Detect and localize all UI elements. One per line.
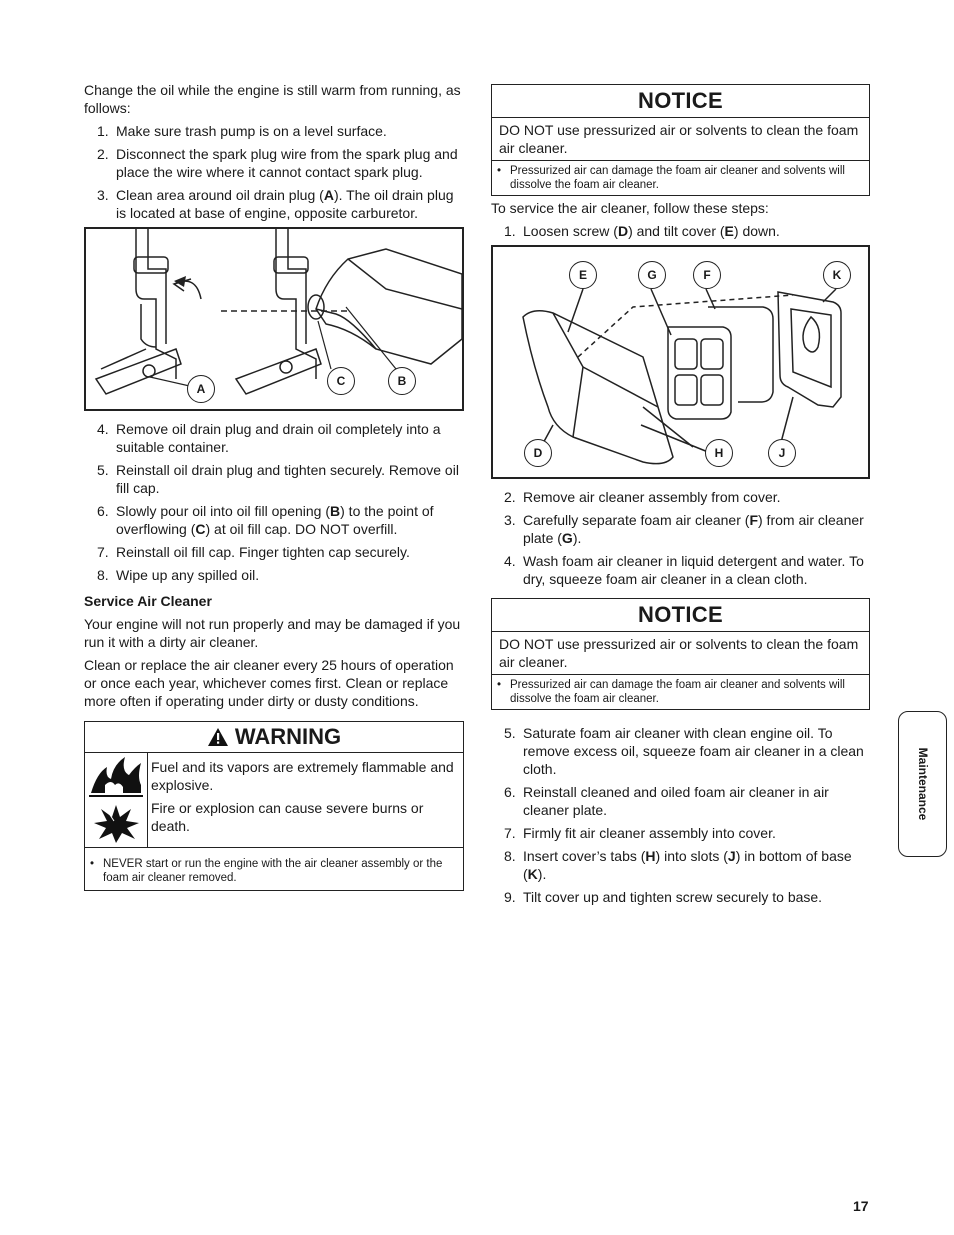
callout-b: B bbox=[388, 367, 416, 395]
list-item: 3. Carefully separate foam air cleaner (F) from air cleaner plate (G). bbox=[504, 512, 864, 546]
air-steps-c bbox=[491, 724, 870, 906]
explosion-icon bbox=[94, 805, 139, 843]
notice-bullet: • Pressurized air can damage the foam air cleaner and solvents will dissolve the foam air cleaner. bbox=[497, 679, 845, 705]
warning-title-bar bbox=[85, 722, 463, 753]
service-air-cleaner-heading: Service Air Cleaner bbox=[84, 593, 212, 609]
list-item: 6. Slowly pour oil into oil fill opening (B) to the point of overflowing (C) at oil fill cap. DO NOT overfill. bbox=[97, 503, 434, 537]
service-paragraph-2: Clean or replace the air cleaner every 25 hours of operation or once each year, whichever comes first. Clean or replace more often if operating under dirty or dusty conditions. bbox=[84, 657, 454, 709]
list-item: 7. Firmly fit air cleaner assembly into cover. bbox=[504, 825, 776, 841]
list-item: 5. Saturate foam air cleaner with clean engine oil. To remove excess oil, squeeze foam air cleaner in a clean cloth. bbox=[504, 725, 864, 777]
notice-bullet: • Pressurized air can damage the foam air cleaner and solvents will dissolve the foam air cleaner. bbox=[497, 165, 845, 191]
callout-f: F bbox=[693, 261, 721, 289]
callout-k: K bbox=[823, 261, 851, 289]
oil-steps-a bbox=[84, 122, 464, 222]
service-paragraph-1: Your engine will not run properly and may be damaged if you run it with a dirty air cleaner. bbox=[84, 616, 461, 650]
list-item: 5. Reinstall oil drain plug and tighten securely. Remove oil fill cap. bbox=[97, 462, 459, 496]
list-item: 4. Wash foam air cleaner in liquid detergent and water. To dry, squeeze foam air cleaner in a clean cloth. bbox=[504, 553, 864, 587]
callout-d: D bbox=[524, 439, 552, 467]
right-column bbox=[491, 84, 870, 911]
air-cleaner-figure bbox=[491, 245, 870, 479]
list-item: 6. Reinstall cleaned and oiled foam air cleaner in air cleaner plate. bbox=[504, 784, 829, 818]
notice-body: DO NOT use pressurized air or solvents to clean the foam air cleaner. bbox=[492, 118, 869, 161]
callout-a: A bbox=[187, 375, 215, 403]
list-item: 2. Disconnect the spark plug wire from the spark plug and place the wire where it cannot contact spark plug. bbox=[97, 146, 458, 180]
list-item: 8. Wipe up any spilled oil. bbox=[97, 567, 260, 583]
notice-title: NOTICE bbox=[492, 599, 869, 632]
callout-g: G bbox=[638, 261, 666, 289]
list-item: 9. Tilt cover up and tighten screw securely to base. bbox=[504, 889, 823, 905]
list-item: 1. Loosen screw (D) and tilt cover (E) down. bbox=[504, 223, 780, 239]
left-column bbox=[84, 81, 464, 891]
callout-j: J bbox=[768, 439, 796, 467]
air-cleaner-illustration bbox=[493, 247, 868, 477]
oil-drain-figure bbox=[84, 227, 464, 411]
fire-icon bbox=[89, 757, 143, 797]
warning-triangle-icon bbox=[207, 727, 229, 747]
list-item: 8. Insert cover’s tabs (H) into slots (J) in bottom of base (K). bbox=[504, 848, 852, 882]
oil-change-intro: Change the oil while the engine is still warm from running, as follows: bbox=[84, 82, 461, 116]
section-tab bbox=[898, 711, 947, 857]
list-item: 7. Reinstall oil fill cap. Finger tighten cap securely. bbox=[97, 544, 410, 560]
hazard-texts bbox=[148, 753, 463, 847]
hazard-symbols bbox=[85, 753, 147, 843]
notice-title: NOTICE bbox=[492, 85, 869, 118]
hazard-icons bbox=[85, 753, 148, 847]
section-tab-label: Maintenance bbox=[915, 747, 930, 821]
warning-bullet: • NEVER start or run the engine with the air cleaner assembly or the foam air cleaner removed. bbox=[90, 858, 443, 884]
list-item: 2. Remove air cleaner assembly from cover. bbox=[504, 489, 781, 505]
notice-box-1 bbox=[491, 84, 870, 196]
warning-line-2: Fire or explosion can cause severe burns or death. bbox=[151, 800, 424, 834]
callout-c: C bbox=[327, 367, 355, 395]
air-cleaner-steps-intro: To service the air cleaner, follow these steps: bbox=[491, 200, 769, 216]
air-steps-b bbox=[491, 488, 870, 588]
warning-line-1: Fuel and its vapors are extremely flammable and explosive. bbox=[151, 759, 454, 793]
callout-e: E bbox=[569, 261, 597, 289]
warning-box bbox=[84, 721, 464, 891]
page-number: 17 bbox=[853, 1198, 869, 1214]
warning-title: WARNING bbox=[234, 724, 342, 749]
notice-box-2 bbox=[491, 598, 870, 710]
list-item: 1. Make sure trash pump is on a level surface. bbox=[97, 123, 387, 139]
notice-body: DO NOT use pressurized air or solvents to clean the foam air cleaner. bbox=[492, 632, 869, 675]
air-steps-a bbox=[491, 222, 870, 240]
oil-steps-b bbox=[84, 420, 464, 584]
warning-hazard-row bbox=[85, 753, 463, 848]
list-item: 3. Clean area around oil drain plug (A). The oil drain plug is located at base of engine, opposite carburetor. bbox=[97, 187, 454, 221]
list-item: 4. Remove oil drain plug and drain oil completely into a suitable container. bbox=[97, 421, 441, 455]
callout-h: H bbox=[705, 439, 733, 467]
